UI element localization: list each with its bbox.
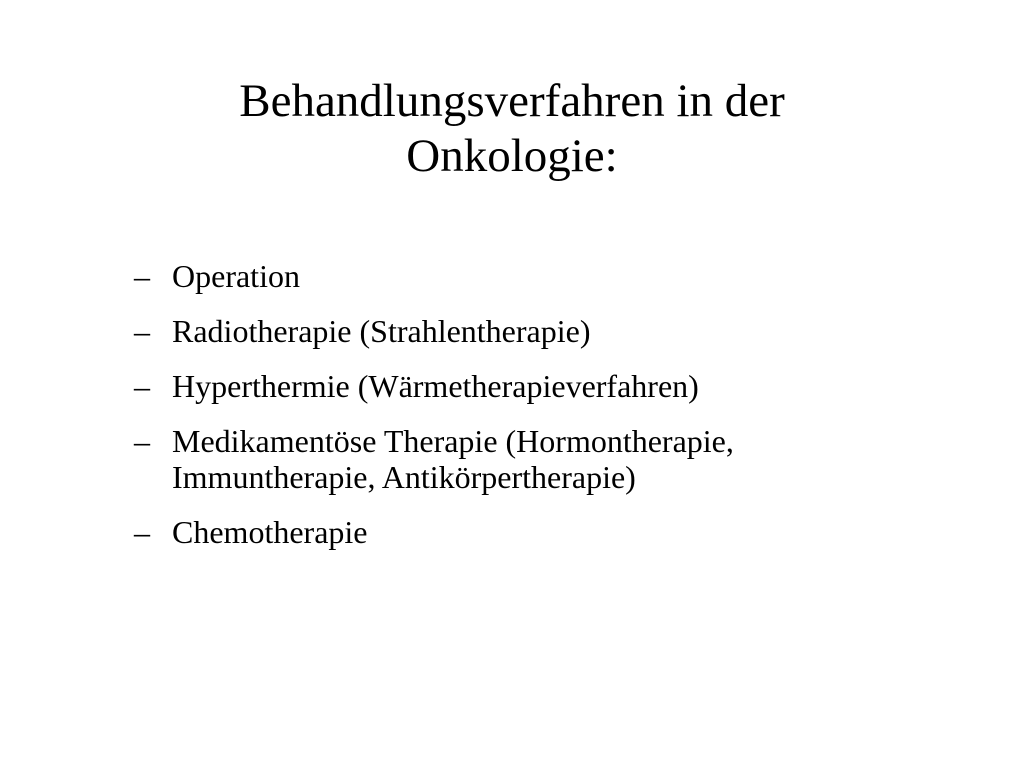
bullet-text-line: Operation [172,258,300,294]
bullet-item-operation [0,258,1024,294]
bullet-text [172,258,1024,294]
bullet-dash: – [134,423,150,459]
bullet-text [172,514,1024,550]
bullet-text [172,313,1024,349]
bullet-item-radiotherapie [0,313,1024,349]
bullet-dash: – [134,313,150,349]
bullet-item-medikamentoese-therapie [0,423,1024,495]
bullet-text [172,423,1024,495]
bullet-dash: – [134,514,150,550]
bullet-text-line: Radiotherapie (Strahlentherapie) [172,313,591,349]
slide-title-line: Onkologie: [406,130,618,183]
bullet-text-line: Hyperthermie (Wärmetherapieverfahren) [172,368,699,404]
bullet-item-chemotherapie [0,514,1024,550]
bullet-text [172,368,1024,404]
bullet-text-line: Immuntherapie, Antikörpertherapie) [172,459,636,495]
bullet-item-hyperthermie [0,368,1024,404]
bullet-list [0,258,1024,569]
bullet-text-line: Medikamentöse Therapie (Hormontherapie, [172,423,734,459]
slide-title [100,74,924,185]
slide-title-line: Behandlungsverfahren in der [239,75,785,127]
bullet-dash: – [134,258,150,294]
bullet-text-line: Chemotherapie [172,514,368,550]
bullet-dash: – [134,368,150,404]
